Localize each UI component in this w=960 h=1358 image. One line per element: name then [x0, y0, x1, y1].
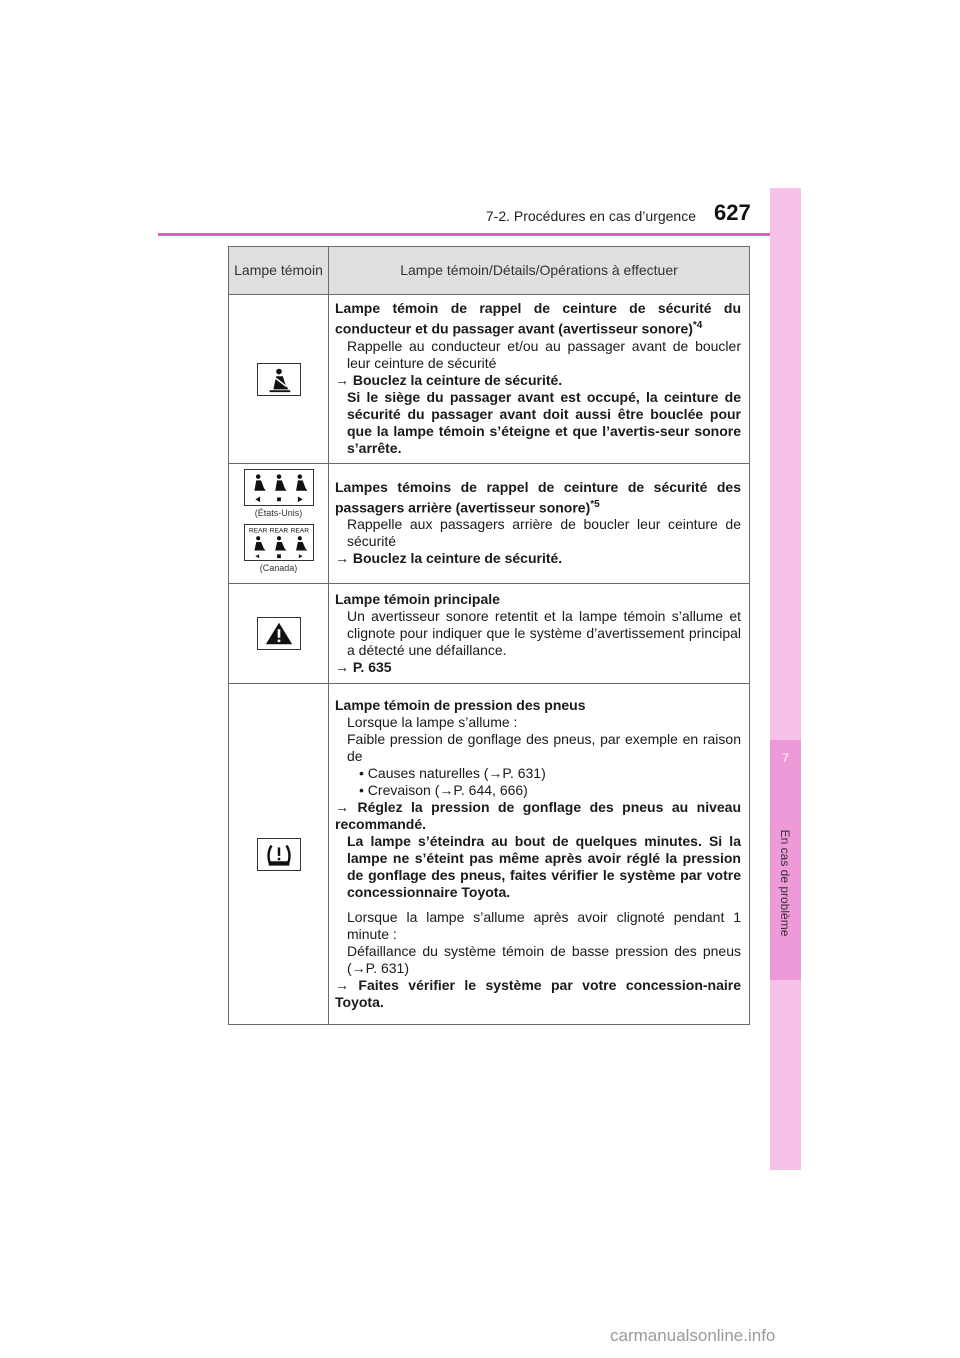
- rear-seatbelt-us-icon: [244, 469, 314, 506]
- table-row: [229, 295, 750, 464]
- table-row: [229, 684, 750, 1025]
- lamp-details: Rappelle au conducteur et/ou au passager avant de boucler leur ceinture de sécurité: [347, 337, 741, 371]
- lamp-details: Faible pression de gonflage des pneus, par exemple en raison de: [347, 730, 741, 764]
- table-header-row: [229, 247, 750, 295]
- lamp-action: → Bouclez la ceinture de sécurité.: [335, 550, 563, 567]
- lamp-details: Rappelle aux passagers arrière de boucler leur ceinture de sécurité: [347, 516, 741, 550]
- description-cell: [329, 684, 750, 1025]
- chapter-side-tab: [770, 188, 801, 1170]
- master-warning-icon: [257, 617, 301, 650]
- column-header-lamp: Lampe témoin: [229, 247, 329, 295]
- lamp-title: Lampe témoin de rappel de ceinture de sécurité du conducteur et du passager avant (avertisseur sonore)$^{*4}$: [335, 300, 741, 337]
- description-cell: [329, 584, 750, 684]
- table-row: [229, 464, 750, 584]
- lamp-title: Lampes témoins de rappel de ceinture de sécurité des passagers arrière (avertisseur sonore)$^{*5}$: [335, 478, 741, 516]
- table-row: [229, 584, 750, 684]
- icon-caption-canada: (Canada): [259, 562, 298, 573]
- watermark: carmanualsonline.info: [610, 1326, 776, 1345]
- chapter-number: 7: [782, 751, 789, 765]
- list-item: • Crevaison (→P. 644, 666): [359, 781, 528, 798]
- lamp-action: → Faites vérifier le système par votre concession-naire Toyota.: [335, 976, 741, 1010]
- case-intro: Lorsque la lampe s’allume après avoir clignoté pendant 1 minute :: [347, 908, 741, 942]
- icon-cell: [229, 464, 329, 584]
- rear-seatbelt-canada-icon: [244, 524, 314, 561]
- lamp-action-note: Si le siège du passager avant est occupé, la ceinture de sécurité du passager avant doit aussi être bouclée pour que la lampe témoin s’éteigne et que l’avertis-seur sonore s’arrête.: [347, 388, 741, 456]
- rear-label: REAR: [269, 527, 288, 535]
- footnote-mark: *5: [590, 498, 600, 510]
- page-number: 627: [714, 200, 751, 225]
- rear-label: REAR: [248, 527, 267, 535]
- tire-pressure-icon: [257, 838, 301, 871]
- seatbelt-reminder-icon: [257, 363, 301, 396]
- lamp-action-note: La lampe s’éteindra au bout de quelques minutes. Si la lampe ne s’éteint pas même après avoir réglé la pression de gonflage des pneus, faites vérifier le système par votre concessionnaire Toyota.: [347, 832, 741, 900]
- lamp-action: → Réglez la pression de gonflage des pneus au niveau recommandé.: [335, 798, 741, 832]
- warning-lamp-table: [228, 246, 750, 1025]
- lamp-action: → P. 635: [335, 658, 392, 675]
- description-cell: [329, 464, 750, 584]
- lamp-title: Lampe témoin principale: [335, 590, 500, 607]
- list-item: • Causes naturelles (→P. 631): [359, 764, 546, 781]
- icon-caption-us: (États-Unis): [254, 507, 303, 518]
- icon-cell: [229, 295, 329, 464]
- description-cell: [329, 295, 750, 464]
- lamp-details: Un avertisseur sonore retentit et la lampe témoin s’allume et clignote pour indiquer que le système d’avertissement principal a détecté une défaillance.: [347, 607, 741, 658]
- icon-cell: [229, 684, 329, 1025]
- header-divider: [158, 233, 800, 236]
- icon-cell: [229, 584, 329, 684]
- chapter-title-text: En cas de problème: [778, 829, 792, 937]
- lamp-details: Défaillance du système témoin de basse pression des pneus (→P. 631): [347, 942, 741, 976]
- case-intro: Lorsque la lampe s’allume :: [347, 713, 518, 730]
- column-header-details: Lampe témoin/Détails/Opérations à effectuer: [329, 247, 750, 295]
- footnote-mark: *4: [692, 320, 703, 332]
- rear-label: REAR: [290, 527, 309, 535]
- lamp-title: Lampe témoin de pression des pneus: [335, 696, 586, 713]
- section-heading: 7-2. Procédures en cas d’urgence: [485, 208, 696, 224]
- lamp-action: → Bouclez la ceinture de sécurité.: [335, 371, 563, 388]
